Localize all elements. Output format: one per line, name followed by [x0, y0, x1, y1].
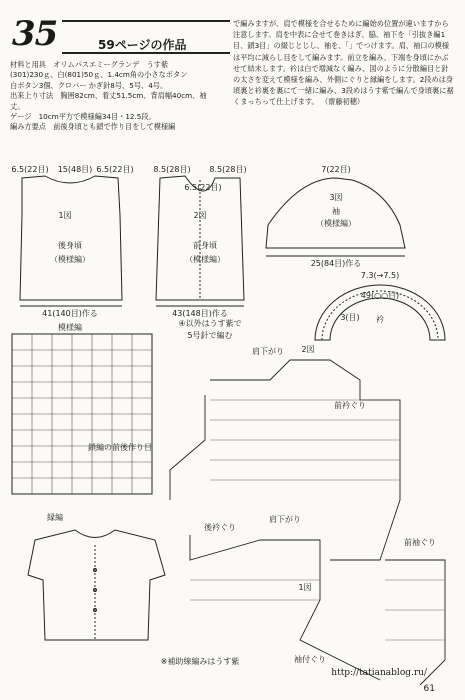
chart2-neck: 前衿ぐり: [334, 401, 366, 410]
pattern-bottom: 鎖編の前後作り目: [88, 443, 152, 452]
front-sub: （模様編）: [185, 255, 225, 264]
collar-top: 7.3(→7.5): [360, 271, 400, 280]
page-title: 59ページの作品: [98, 38, 187, 52]
chart1-label: 1図: [298, 583, 312, 592]
instructions-body: で編みますが、肩で模様を合せるために編始め位置が違いますから注意します。肩を中表に合せて巻きはぎ、脇、袖下を「引抜き編1目、鎖3目」の綴じとじし、袖を、「」でつけます。肩、袖口の模様は平均に減らし目をして編みます。前立を編み、下端を身頃にかぶせて結末します。衿は白で増減なく編み、図のように分散編目と針の太さを変えて模様を編み、外側にぐりと縁編をします。2段めは身頃裏と衿裏を裏にて一緒に編み、3段めはうす紫で編んで身頃裏に裾くまっちって仕上げます。: [233, 19, 454, 107]
collar-diagram: [315, 271, 445, 340]
edging-title: 縁編: [47, 513, 63, 522]
collar-inner: 3(目): [340, 313, 360, 322]
edging-diagram: [28, 512, 239, 666]
materials-line: (301)230ｇ、白(801)50ｇ、1.4cm角の小さなボタン: [10, 70, 188, 80]
pattern-chart: [12, 318, 242, 494]
materials-line: 丈。: [10, 101, 25, 111]
back-body-diagram: [11, 165, 133, 318]
chart2-label: 2図: [301, 345, 315, 354]
chart2-shoulder: 肩下がり: [252, 347, 284, 356]
edging-note: ※補助線編みはうす紫: [160, 657, 240, 666]
sleeve-diagram: [266, 165, 405, 268]
sleeve-sub: （模様編）: [316, 219, 356, 228]
front-title: 前身頃: [193, 241, 217, 250]
collar-title: 衿: [376, 315, 384, 324]
pattern-title: 模様編: [58, 323, 82, 332]
sleeve-top: 7(22目): [321, 165, 351, 174]
collar-mid: 49(○○目): [360, 291, 400, 300]
front-neck: 6.5(22目): [184, 183, 222, 192]
pattern-note2: 5号針で編む: [187, 331, 233, 340]
materials-line: 白ボタン3個、クロバー かぎ針8号、5号、4号。: [10, 80, 168, 90]
project-number: 35: [12, 14, 58, 54]
materials-line: 出来上り寸法 胸囲82cm、着丈51.5cm、背肩幅40cm、袖: [10, 91, 207, 101]
chart1-shoulder: 肩下がり: [269, 515, 301, 524]
back-top-left: 6.5(22目): [11, 165, 49, 174]
page-number: 61: [423, 684, 435, 694]
front-body-diagram: [153, 165, 246, 318]
back-top-right: 6.5(22目): [96, 165, 134, 174]
front-label: 2図: [193, 211, 207, 220]
chart1-neck: 後衿ぐり: [204, 523, 236, 532]
back-top-mid: 15(48目): [57, 165, 93, 174]
chart1-sleeve: 袖付ぐり: [294, 655, 326, 664]
author-credit: （齋藤初穂）: [320, 97, 365, 107]
sleeve-bottom: 25(84目)作る: [310, 259, 362, 268]
back-title: 後身頃: [58, 241, 82, 250]
materials-line: 材料と用具 オリムパスエミーグランデ うす紫: [10, 60, 169, 69]
source-url: http://tatianablog.ru/: [331, 668, 427, 678]
chart1-arm: 前袖ぐり: [404, 538, 436, 547]
back-bottom: 41(140目)作る: [42, 309, 98, 318]
front-bottom: 43(148目)作る: [172, 309, 228, 318]
pattern-note: ④以外はうす紫で: [178, 319, 242, 328]
gauge-line: ゲージ 10cm平方で模様編34目・12.5段。: [10, 112, 156, 122]
front-top-left: 8.5(28目): [153, 165, 191, 174]
sleeve-title: 袖: [332, 207, 340, 216]
method-line: 編み方要点 前後身頃とも鎖で作り目をして模様編: [10, 122, 176, 132]
back-label: 1図: [58, 211, 72, 220]
back-sub: （模様編）: [50, 255, 90, 264]
sleeve-label: 3図: [329, 193, 343, 202]
front-top-right: 8.5(28目): [209, 165, 247, 174]
